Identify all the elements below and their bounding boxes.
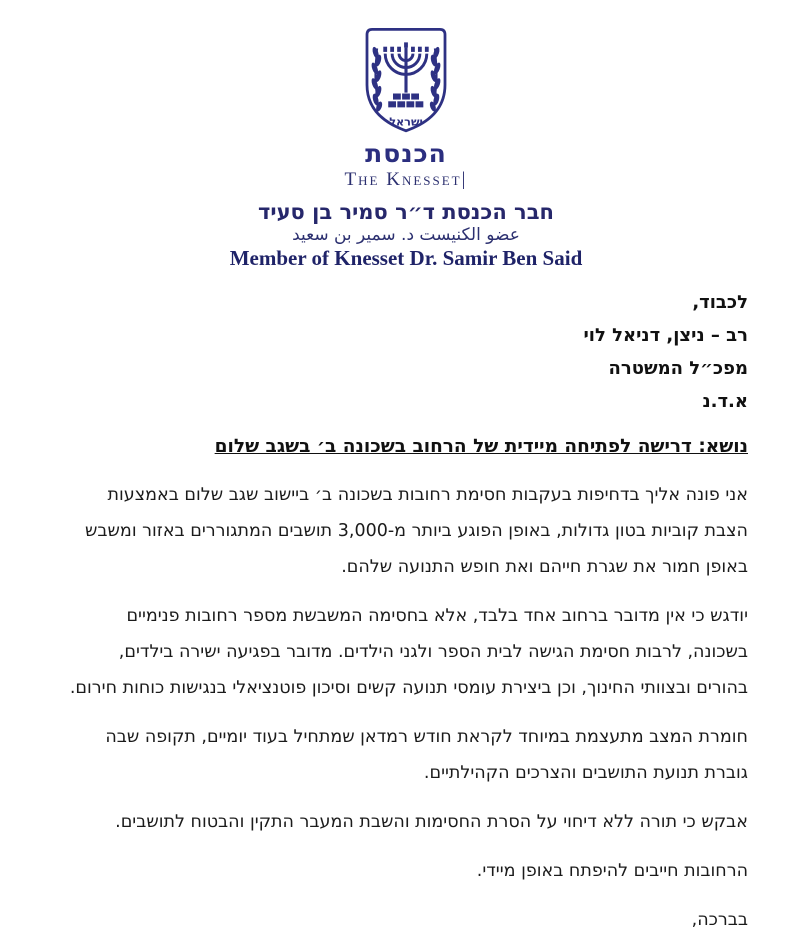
member-name-english: Member of Knesset Dr. Samir Ben Said xyxy=(229,246,583,270)
recipient-name: רב – ניצן, דניאל לוי xyxy=(583,325,748,346)
member-name-block xyxy=(64,200,748,271)
recipient-title: מפכ״ל המשטרה xyxy=(608,358,748,379)
closing-salutation: בברכה, xyxy=(691,910,748,930)
letter-body xyxy=(64,457,748,938)
recipient-block xyxy=(64,286,748,418)
israel-state-emblem-icon xyxy=(64,24,748,137)
paragraph-5: הרחובות חייבים להיפתח באופן מיידי. xyxy=(476,861,748,881)
paragraph-4: אבקש כי תורה ללא דיחוי על הסרת החסימות והשבת המעבר התקין והבטוח לתושבים. xyxy=(115,812,748,832)
member-name-arabic: عضو الكنيست د. سمير بن سعيد xyxy=(292,225,520,245)
knesset-title-english: The Knesset| xyxy=(344,169,468,190)
recipient-honorific: א.ד.נ xyxy=(702,391,748,412)
paragraph-3: חומרת המצב מתעצמת במיוחד לקראת חודש רמדאן שמתחיל בעוד יומיים, תקופה שבה גוברת תנועת התושבים והצרכים הקהילתיים. xyxy=(105,727,748,783)
paragraph-1: אני פונה אליך בדחיפות בעקבות חסימת רחובות בשכונה ב׳ ביישוב שגב שלום באמצעות הצבת קוביות בטון גדולות, באופן הפוגע ביותר מ-3,000 תושבים המתגוררים באזור ומשבש באופן חמור את שגרת חייהם ואת חופש התנועה שלהם. xyxy=(85,485,748,577)
paragraph-2: יודגש כי אין מדובר ברחוב אחד בלבד, אלא בחסימה המשבשת מספר רחובות פנימיים בשכונה, לרבות חסימת הגישה לבית הספר ולגני הילדים. מדובר בפגיעה ישירה בילדים, בהורים ובצוותי החינוך, וכן ביצירת עומסי תנועה קשים וסיכון פוטנציאלי בנגישות כוחות חירום. xyxy=(69,606,748,698)
member-name-hebrew: חבר הכנסת ד״ר סמיר בן סעיד xyxy=(258,200,554,224)
recipient-salutation: לכבוד, xyxy=(692,292,748,313)
letterhead xyxy=(64,24,748,271)
subject-line: נושא: דרישה לפתיחה מיידית של הרחוב בשכונה ב׳ בשגב שלום xyxy=(214,436,748,457)
emblem-israel-label: ישראל xyxy=(389,115,423,129)
knesset-title-hebrew: הכנסת xyxy=(365,139,447,168)
